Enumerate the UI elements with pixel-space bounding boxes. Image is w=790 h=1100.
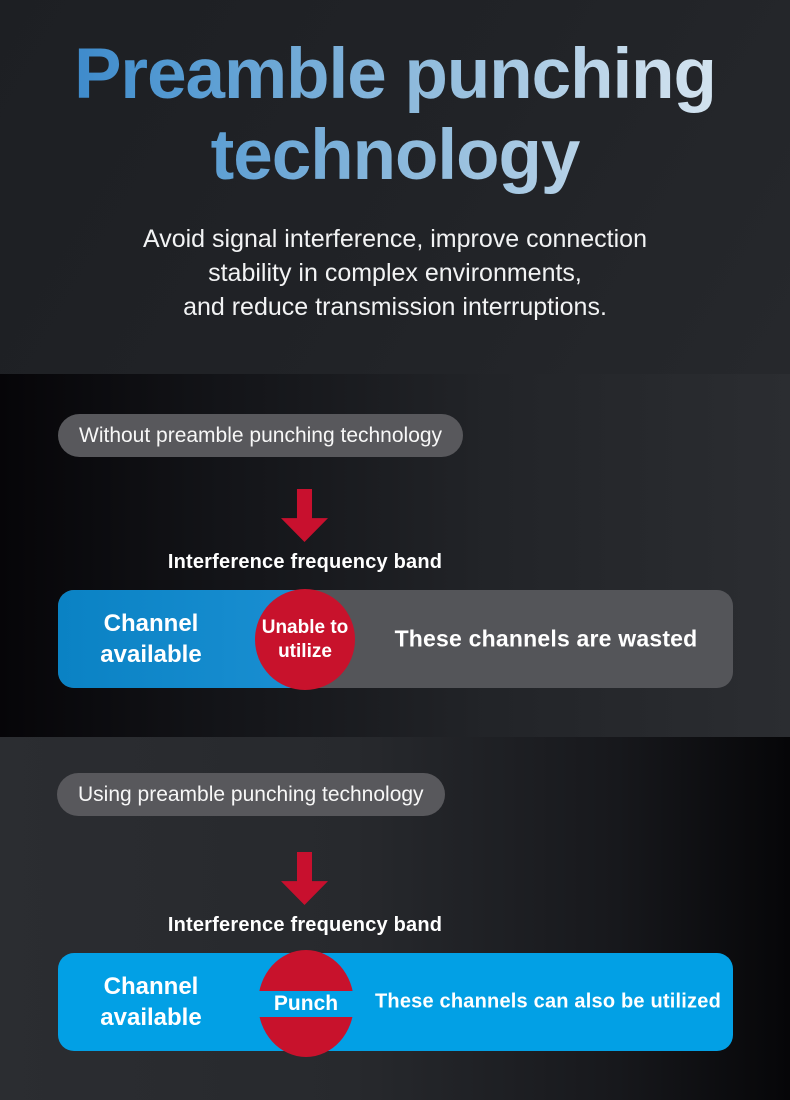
down-arrow-icon xyxy=(281,489,328,542)
page-subtitle xyxy=(0,222,790,324)
frequency-band-bar-without xyxy=(58,590,733,688)
without-technology-badge: Without preamble punching technology xyxy=(58,414,463,457)
page-title-line1: Preamble punching xyxy=(74,35,716,114)
hero-section xyxy=(0,0,790,374)
page-title xyxy=(0,0,790,196)
interference-band-label: Interference frequency band xyxy=(167,551,443,573)
subtitle-line: Avoid signal interference, improve connection xyxy=(143,225,647,253)
utilized-channels-note: These channels can also be utilized xyxy=(375,990,721,1013)
down-arrow-icon xyxy=(281,852,328,905)
channel-available-label: Channel available xyxy=(100,610,202,668)
unable-to-utilize-label: Unable to utilize xyxy=(261,616,349,662)
unable-to-utilize-circle xyxy=(255,589,355,690)
channel-available-label: Channel available xyxy=(100,973,202,1031)
interference-band-label: Interference frequency band xyxy=(167,914,443,936)
using-technology-badge: Using preamble punching technology xyxy=(57,773,445,816)
punch-stripe xyxy=(246,991,366,1017)
page-title-line2: technology xyxy=(210,116,580,195)
subtitle-line: stability in complex environments, xyxy=(208,259,582,287)
wasted-channels-note: These channels are wasted xyxy=(394,625,698,652)
without-technology-panel xyxy=(0,374,790,737)
subtitle-line: and reduce transmission interruptions. xyxy=(183,293,607,321)
frequency-band-bar-using xyxy=(58,953,733,1051)
using-technology-panel xyxy=(0,737,790,1100)
punch-label: Punch xyxy=(273,992,339,1015)
